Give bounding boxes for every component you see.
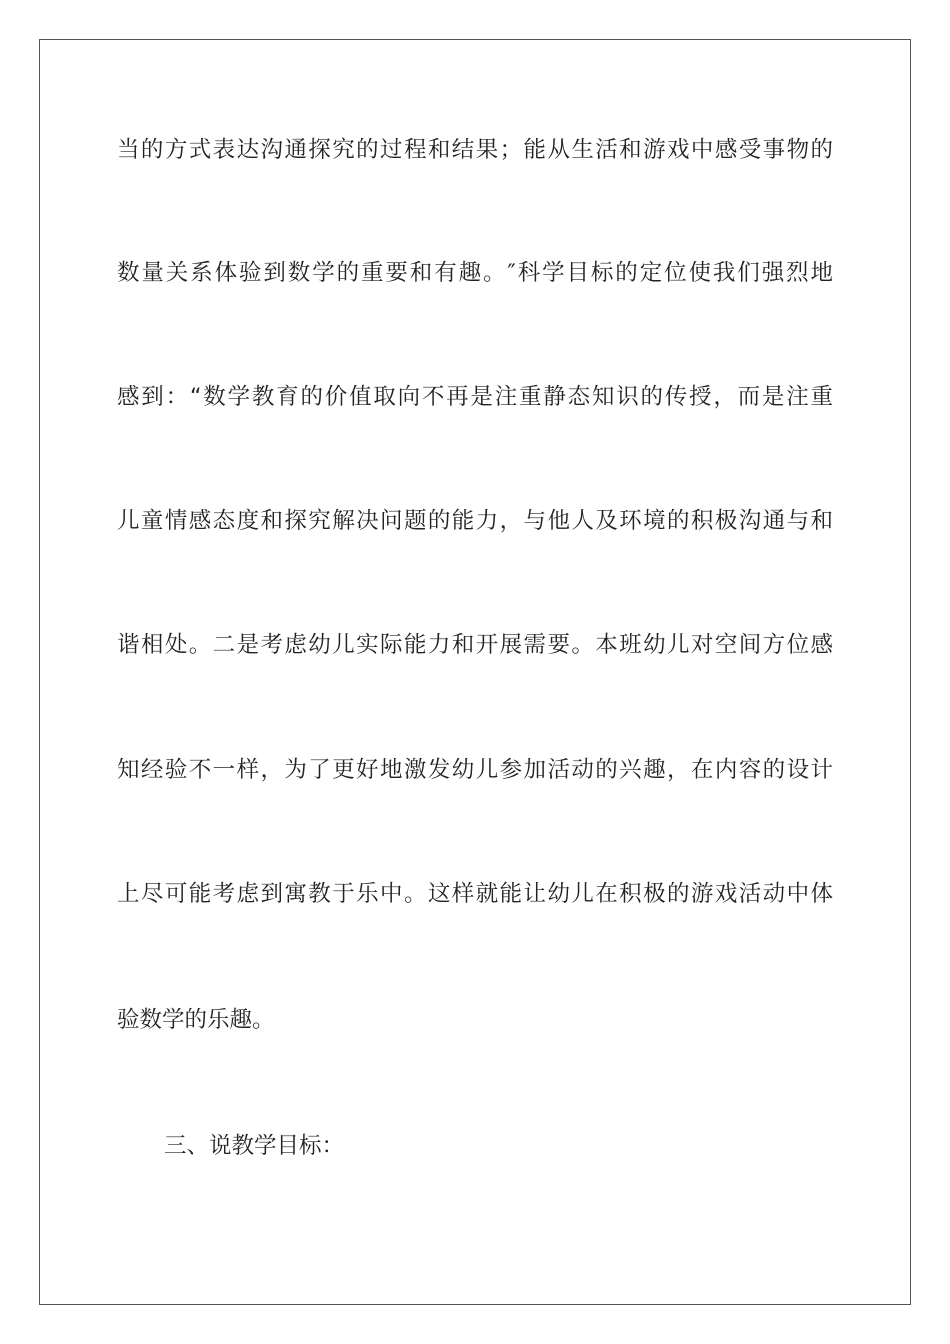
body-text-line-1: 当的方式表达沟通探究的过程和结果；能从生活和游戏中感受事物的 (117, 137, 833, 163)
body-text-line-7: 上尽可能考虑到寓教于乐中。这样就能让幼儿在积极的游戏活动中体 (117, 881, 833, 907)
body-text-line-8: 验数学的乐趣。 (117, 1007, 275, 1033)
body-text-line-3: 感到：“数学教育的价值取向不再是注重静态知识的传授，而是注重 (117, 384, 833, 410)
body-text-line-6: 知经验不一样，为了更好地激发幼儿参加活动的兴趣，在内容的设计 (117, 757, 833, 783)
body-text-line-4: 儿童情感态度和探究解决问题的能力，与他人及环境的积极沟通与和 (117, 508, 833, 534)
page-border (39, 39, 911, 1305)
body-text-line-5: 谐相处。二是考虑幼儿实际能力和开展需要。本班幼儿对空间方位感 (117, 632, 833, 658)
body-text-line-2: 数量关系体验到数学的重要和有趣。″科学目标的定位使我们强烈地 (117, 260, 833, 286)
section-heading: 三、说教学目标： (164, 1133, 345, 1159)
